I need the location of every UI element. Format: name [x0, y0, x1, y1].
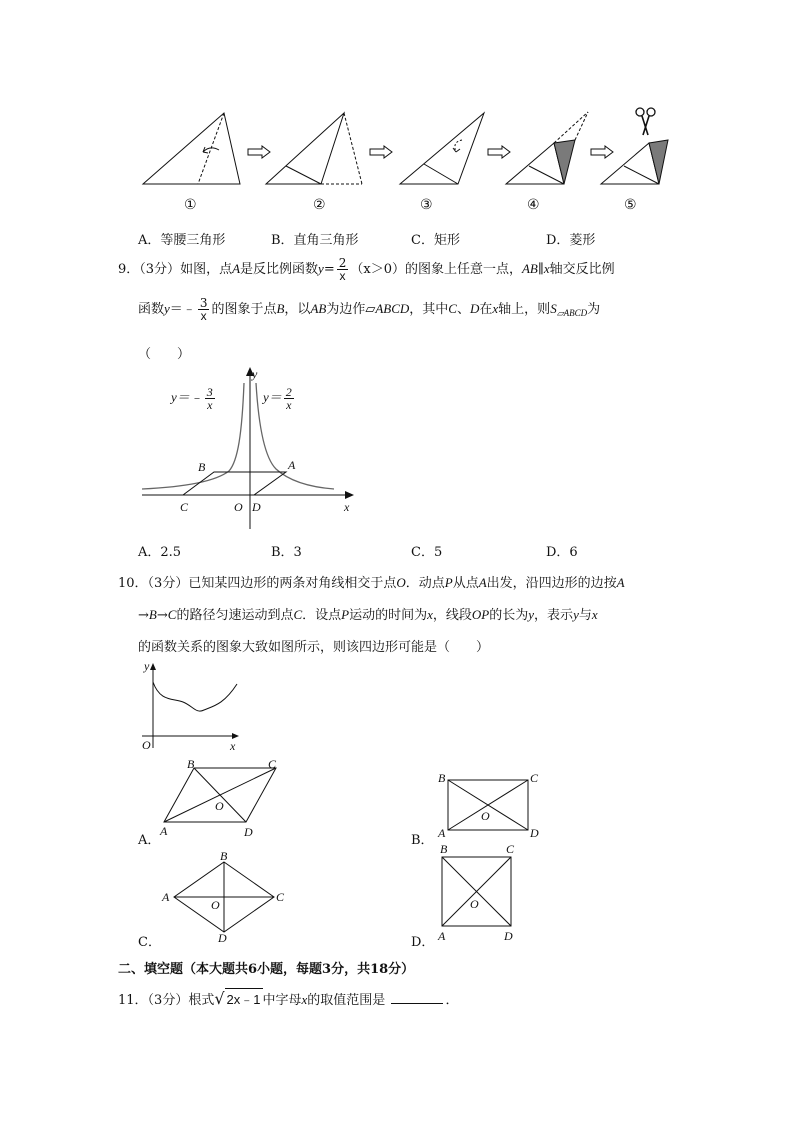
fraction-numerator: 3 — [206, 385, 213, 399]
q9-y-axis-label: y — [252, 367, 258, 381]
q9-option-a[interactable]: A．2.5 — [138, 545, 182, 560]
q9-number: 9． — [118, 262, 140, 277]
q9-text: ，其中 — [409, 302, 449, 317]
fold-step-5-label: ⑤ — [624, 197, 637, 213]
q9-points: （3分） — [139, 262, 181, 277]
q8-option-d[interactable]: D．菱形 — [546, 233, 596, 248]
q10-option-a[interactable]: A． — [138, 833, 161, 848]
q9-x: x — [543, 261, 550, 276]
q9-text: 是反比例函数 — [240, 262, 319, 277]
q9-text: 如图，点 — [180, 262, 233, 277]
q10-option-b[interactable]: B． — [411, 833, 434, 848]
q10-x: x — [591, 607, 598, 622]
q9-segment-ab: AB — [310, 301, 327, 316]
q9-text: 函数 — [138, 302, 165, 317]
q10-point-b: B — [148, 607, 157, 622]
q10-segment-op: OP — [471, 607, 490, 622]
q11-line — [118, 988, 458, 1008]
q10-point-c: C — [167, 607, 177, 622]
fold-arrow-3 — [488, 146, 510, 158]
fold-arrow-2 — [370, 146, 392, 158]
q9-graph-point-c: C — [180, 500, 189, 514]
q10-option-c[interactable]: C． — [138, 935, 161, 950]
q10-text: 的路径匀速运动到点 — [176, 608, 294, 623]
shape-a-label-c: C — [268, 757, 277, 771]
q10-x-axis-label: x — [230, 739, 236, 753]
q10-line-3: 的函数关系的图象大致如图所示，则该四边形可能是（ ） — [138, 640, 490, 655]
shape-d-label-c: C — [506, 842, 515, 856]
q10-text: 从点 — [452, 576, 479, 591]
q11-text: 的取值范围是 — [307, 993, 386, 1008]
q9-parallelogram: ABCD — [375, 301, 410, 316]
q10-shape-c[interactable] — [158, 848, 298, 943]
q8-fold-figures — [0, 0, 794, 230]
shape-c-label-a: A — [162, 890, 170, 904]
q10-text: ，表示 — [534, 608, 574, 623]
arrow-symbol: → — [156, 608, 168, 623]
fraction-denominator: x — [339, 269, 346, 283]
shape-a-label-o: O — [215, 799, 224, 813]
q9-line-2 — [138, 297, 600, 322]
shape-b-label-c: C — [530, 771, 539, 785]
q10-text: 出发，沿四边形的边按 — [486, 576, 617, 591]
q8-option-a[interactable]: A．等腰三角形 — [138, 233, 226, 248]
curve-eq: y＝﹣ — [171, 389, 203, 405]
curve-fraction — [205, 386, 215, 411]
fraction-denominator: x — [207, 398, 213, 412]
shape-c-label-c: C — [276, 890, 285, 904]
parallel-symbol: ∥ — [537, 262, 544, 277]
q10-text: ．动点 — [405, 576, 445, 591]
fold-step-4-figure — [506, 112, 588, 184]
shape-c-label-d: D — [218, 931, 227, 945]
q9-text: 为 — [587, 302, 601, 317]
q9-condition: （x＞0）的图象上任意一点， — [350, 262, 522, 277]
q10-shape-a[interactable] — [158, 757, 298, 840]
q11-end: ． — [445, 993, 459, 1008]
arrow-symbol: → — [138, 608, 149, 623]
q8-option-c[interactable]: C．矩形 — [411, 233, 460, 248]
q10-point-p: P — [341, 607, 350, 622]
shape-b-label-d: D — [530, 826, 539, 840]
q11-answer-blank[interactable] — [391, 991, 443, 1004]
fraction-numerator: 2 — [338, 256, 347, 270]
q9-point-b: B — [276, 301, 285, 316]
shape-b-label-b: B — [438, 771, 446, 785]
q9-point-a: A — [232, 261, 241, 276]
fraction-numerator: 2 — [285, 385, 292, 399]
q10-text: 10．（3分）已知某四边形的两条对角线相交于点 — [118, 576, 397, 591]
q10-line-1 — [118, 572, 625, 591]
q10-point-o: O — [396, 575, 406, 590]
q9-option-c[interactable]: C．5 — [411, 545, 443, 560]
q9-sep: 、 — [456, 302, 470, 317]
q9-area-subscript: ▱ABCD — [556, 308, 588, 318]
fold-step-2-label: ② — [313, 197, 326, 213]
q9-y: y — [318, 261, 324, 276]
fraction-denominator: x — [200, 309, 207, 323]
q9-text: 为边作▱ — [326, 302, 376, 317]
sqrt-sign-icon: √ — [214, 989, 225, 1008]
q9-line-1 — [118, 257, 615, 282]
q10-shape-b[interactable] — [430, 768, 550, 843]
fold-step-3-figure — [400, 113, 484, 184]
curve-fraction — [284, 386, 294, 411]
q9-eq-neg: ＝﹣ — [169, 302, 196, 317]
q10-point-a: A — [478, 575, 487, 590]
q9-fraction-2-over-x — [337, 257, 349, 282]
q10-y: y — [528, 607, 535, 622]
q9-graph-point-d: D — [252, 500, 261, 514]
q10-text: 与 — [578, 608, 592, 623]
q9-text: 轴交反比例 — [549, 262, 615, 277]
q10-line-2 — [138, 604, 598, 623]
q9-y: y — [164, 301, 170, 316]
q10-y: y — [573, 607, 579, 622]
fold-step-3-label: ③ — [420, 197, 433, 213]
q11-text: 11．（3分）根式 — [118, 993, 215, 1008]
q9-eq: = — [323, 262, 335, 277]
scissors-icon — [636, 108, 655, 135]
shape-a-label-b: B — [187, 757, 195, 771]
q11-x: x — [301, 992, 308, 1007]
fold-arrow-1 — [248, 146, 270, 158]
q9-point-d: D — [469, 301, 480, 316]
shape-c-label-b: B — [220, 849, 228, 863]
q10-point-p: P — [444, 575, 453, 590]
q9-text: ，以 — [284, 302, 311, 317]
q10-shape-d[interactable] — [430, 842, 550, 942]
shape-d-label-b: B — [440, 842, 448, 856]
shape-a-label-d: D — [244, 825, 253, 839]
q9-point-c: C — [448, 301, 457, 316]
q9-text: 轴上，则 — [498, 302, 551, 317]
q10-origin-label: O — [142, 738, 151, 752]
q10-option-d[interactable]: D． — [411, 935, 435, 950]
fold-step-5-figure — [601, 140, 668, 184]
fold-step-2-figure — [266, 113, 362, 184]
fold-arrow-4 — [591, 146, 613, 158]
q9-area-symbol: S — [550, 301, 557, 316]
shape-d-label-d: D — [504, 929, 513, 943]
q9-answer-paren: （ ） — [138, 347, 191, 362]
q9-x-axis-label: x — [344, 500, 350, 514]
fold-step-1-label: ① — [184, 197, 197, 213]
q9-left-curve-label — [171, 386, 217, 411]
q10-point-a: A — [616, 575, 625, 590]
shape-c-label-o: O — [211, 898, 220, 912]
shape-a-label-a: A — [160, 824, 168, 838]
q9-segment-ab: AB — [521, 261, 538, 276]
q10-text: ．设点 — [302, 608, 342, 623]
shape-d-label-o: O — [470, 897, 479, 911]
fraction-numerator: 3 — [199, 296, 208, 310]
q10-point-c: C — [293, 607, 303, 622]
q10-text: 的长为 — [489, 608, 529, 623]
q10-y-axis-label: y — [144, 659, 150, 673]
fold-step-4-label: ④ — [527, 197, 540, 213]
q9-fraction-3-over-x — [198, 297, 210, 322]
q11-text: 中字母 — [262, 993, 302, 1008]
q9-text: 的图象于点 — [211, 302, 277, 317]
q9-option-d[interactable]: D．6 — [546, 545, 578, 560]
q9-text: 在 — [479, 302, 493, 317]
q9-graph-point-b: B — [198, 460, 206, 474]
q9-right-curve-label — [263, 386, 296, 411]
fraction-denominator: x — [286, 398, 292, 412]
q10-function-graph — [138, 660, 258, 755]
fold-step-1-figure — [143, 113, 240, 184]
section-2-title: 二、填空题（本大题共6小题，每题3分，共18分） — [118, 962, 415, 977]
q9-option-b[interactable]: B．3 — [271, 545, 302, 560]
shape-b-label-o: O — [481, 809, 490, 823]
q9-origin-label: O — [234, 500, 243, 514]
q10-x: x — [427, 607, 433, 622]
q9-x: x — [492, 301, 499, 316]
shape-d-label-a: A — [438, 929, 446, 943]
q10-text: 运动的时间为 — [349, 608, 428, 623]
q10-text: ，线段 — [432, 608, 472, 623]
q11-radicand: 2x﹣1 — [225, 988, 263, 1008]
q8-option-b[interactable]: B．直角三角形 — [271, 233, 359, 248]
shape-b-label-a: A — [438, 826, 446, 840]
curve-eq: y＝ — [263, 389, 282, 405]
q9-graph-point-a: A — [288, 458, 296, 472]
